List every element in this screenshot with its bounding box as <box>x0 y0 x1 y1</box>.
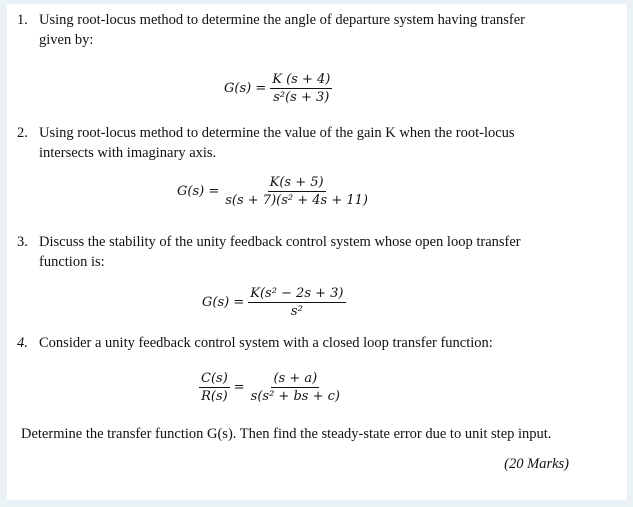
question-text <box>39 10 525 50</box>
fraction-numerator: K(s + 5) <box>269 175 324 190</box>
question-text-line: intersects with imaginary axis. <box>39 145 217 161</box>
question-3 <box>17 232 617 277</box>
formula-lhs: G(s) = <box>224 81 267 96</box>
question-text-line: Consider a unity feedback control system with a closed loop transfer function: <box>39 335 493 351</box>
formula-4 <box>199 371 342 404</box>
question-1 <box>17 10 617 60</box>
question-text <box>39 333 493 353</box>
question-number: 3. <box>17 234 28 250</box>
fraction-numerator: C(s) <box>201 371 228 386</box>
fraction-numerator: (s + a) <box>273 371 318 386</box>
question-number: 1. <box>17 12 28 28</box>
fraction-denominator: s²(s + 3) <box>273 90 330 105</box>
question-text-line: function is: <box>39 254 105 270</box>
question-text-line: Using root-locus method to determine the value of the gain K when the root-locus <box>39 125 515 141</box>
fraction-denominator: s(s² + bs + c) <box>250 389 340 404</box>
fraction-denominator: s² <box>290 304 303 319</box>
marks-label: (20 Marks) <box>504 456 569 472</box>
fraction <box>249 371 342 404</box>
formula-lhs: G(s) = <box>202 295 245 310</box>
formula-1 <box>224 72 332 105</box>
fraction-denominator: R(s) <box>201 389 228 404</box>
equals-sign: = <box>233 380 245 395</box>
formula-2 <box>177 175 370 208</box>
question-2 <box>17 123 617 168</box>
fraction <box>223 175 370 208</box>
fraction-numerator: K (s + 4) <box>272 72 331 87</box>
question-number: 4. <box>17 335 28 351</box>
fraction-denominator: s(s + 7)(s² + 4s + 11) <box>225 193 368 208</box>
lhs-fraction <box>199 371 230 404</box>
formula-lhs: G(s) = <box>177 184 220 199</box>
closing-instruction: Determine the transfer function G(s). Then find the steady-state error due to unit step input. <box>21 426 552 442</box>
question-text-line: Using root-locus method to determine the angle of departure system having transfer <box>39 12 526 28</box>
question-sheet <box>7 4 627 500</box>
question-text <box>39 123 515 163</box>
question-4 <box>17 333 617 355</box>
fraction <box>248 286 345 319</box>
question-text-line: given by: <box>39 32 94 48</box>
question-number: 2. <box>17 125 28 141</box>
question-text-line: Discuss the stability of the unity feedback control system whose open loop transfer <box>39 234 521 250</box>
question-text <box>39 232 521 272</box>
fraction <box>270 72 332 105</box>
fraction-numerator: K(s² − 2s + 3) <box>250 286 344 301</box>
formula-3 <box>202 286 346 319</box>
